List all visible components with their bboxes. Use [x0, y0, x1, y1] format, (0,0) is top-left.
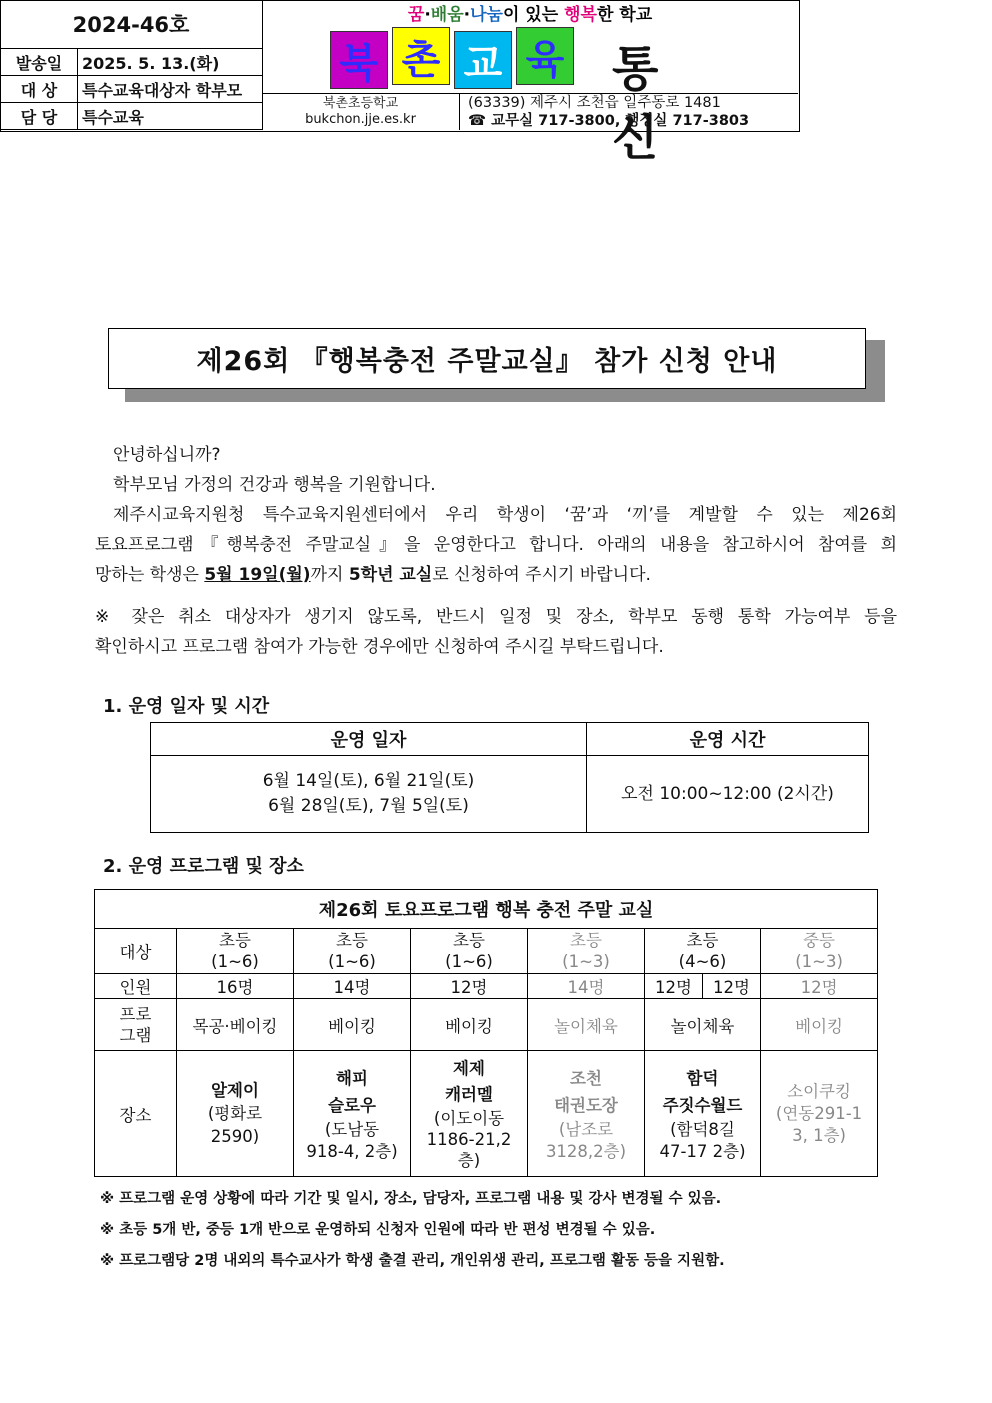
row-label-part: 프로 — [119, 1004, 152, 1024]
slogan-part: 배움 — [430, 5, 464, 25]
slogan-part: 한 학교 — [596, 5, 653, 25]
body-line-deadline — [95, 560, 897, 590]
place-name: 알제이 — [211, 1081, 259, 1100]
slogan-part: · — [463, 5, 471, 25]
page-title: 제26회 『행복충전 주말교실』 참가 신청 안내 — [108, 328, 866, 389]
school-info — [262, 93, 460, 130]
section-heading: 1. 운영 일자 및 시간 — [103, 696, 270, 717]
slogan-part: 이 있는 — [502, 5, 565, 25]
place-cell — [645, 1051, 761, 1177]
program-table-title: 제26회 토요프로그램 행복 충전 주말 교실 — [95, 890, 878, 929]
body-text: 망하는 학생은 — [95, 565, 205, 585]
notice-line: 확인하시고 프로그램 참여가 가능한 경우에만 신청하여 주시길 부탁드립니다. — [95, 637, 664, 657]
meta-key-date: 발송일 — [1, 49, 78, 76]
place-name: 해피 — [336, 1068, 368, 1088]
slogan-part: · — [424, 5, 431, 25]
body-line: 토요프로그램『행복충전 주말교실』을 운영한다고 합니다. 아래의 내용을 참고하시어 참여를 희 — [95, 535, 897, 555]
place-name: 제제 — [453, 1059, 485, 1078]
logo-char: 촌 — [392, 27, 450, 85]
target-level: 초등 — [570, 931, 602, 950]
program-cell: 베이킹 — [294, 999, 411, 1051]
intro-text — [95, 440, 897, 590]
target-cell — [761, 929, 878, 974]
target-grades: (1~6) — [211, 952, 259, 971]
school-phone: ☎ 교무실 717-3800, 행정실 717-3803 — [468, 113, 750, 129]
row-label: 장소 — [95, 1051, 177, 1177]
program-notes — [100, 1184, 900, 1277]
place-address: (함덕8길 — [670, 1119, 735, 1139]
schedule-time: 오전 10:00~12:00 (2시간) — [587, 756, 869, 833]
place-address: 1186-21,2 — [426, 1130, 512, 1149]
place-cell — [528, 1051, 645, 1177]
place-name: 함덕 — [686, 1068, 719, 1088]
meta-key-owner: 담 당 — [1, 103, 78, 130]
target-grades: (4~6) — [678, 952, 727, 971]
program-cell: 베이킹 — [411, 999, 528, 1051]
place-address: 918-4, 2층) — [306, 1141, 398, 1161]
slogan-part: 꿈 — [407, 5, 425, 25]
place-address: (남조로 — [558, 1119, 614, 1139]
school-name: 북촌초등학교 — [322, 96, 399, 111]
place-name: 슬로우 — [328, 1095, 376, 1115]
meta-value-date: 2025. 5. 13.(화) — [78, 49, 263, 76]
greeting-line: 안녕하십니까? — [113, 445, 221, 465]
notice-text — [95, 602, 897, 662]
col-header-date: 운영 일자 — [151, 723, 587, 756]
count-cell: 14명 — [528, 974, 645, 999]
program-cell: 놀이체육 — [528, 999, 645, 1051]
logo-char: 교 — [454, 31, 512, 89]
place-name: 소이쿠킹 — [787, 1081, 851, 1101]
note-line: ※ 프로그램당 2명 내외의 특수교사가 학생 출결 관리, 개인위생 관리, 프로그램 활동 등을 지원함. — [100, 1253, 725, 1269]
target-grades: (1~6) — [328, 952, 376, 971]
greeting-line: 학부모님 가정의 건강과 행복을 기원합니다. — [113, 475, 436, 495]
target-level: 초등 — [336, 931, 368, 950]
program-table — [94, 889, 878, 1177]
meta-table — [0, 48, 263, 130]
deadline-date: 5월 19일(월) — [204, 565, 311, 585]
slogan-part: 행복 — [564, 5, 597, 25]
count-cell: 14명 — [294, 974, 411, 999]
issue-number: 2024-46호 — [0, 0, 263, 49]
body-line: 제주시교육지원청 특수교육지원센터에서 우리 학생이 ‘꿈’과 ‘끼’를 계발할 수 있는 제26회 — [113, 505, 897, 525]
body-text: 로 신청하여 주시기 바랍니다. — [432, 565, 651, 585]
place-name: 주짓수월드 — [662, 1095, 743, 1115]
meta-key-target: 대 상 — [1, 76, 78, 103]
target-level: 중등 — [803, 931, 835, 950]
note-line: ※ 프로그램 운영 상황에 따라 기간 및 일시, 장소, 담당자, 프로그램 내용 및 강사 변경될 수 있음. — [100, 1191, 722, 1207]
place-name: 태권도장 — [554, 1095, 618, 1115]
schedule-dates — [151, 756, 587, 833]
place-address: 2590) — [210, 1127, 260, 1146]
place-cell — [761, 1051, 878, 1177]
target-level: 초등 — [453, 931, 485, 950]
program-cell: 베이킹 — [761, 999, 878, 1051]
slogan-part: 나눔 — [470, 5, 503, 25]
submit-place: 5학년 교실 — [348, 565, 433, 585]
meta-value-owner: 특수교육 — [78, 103, 263, 130]
note-line: ※ 초등 5개 반, 중등 1개 반으로 운영하되 신청자 인원에 따라 반 편성 변경될 수 있음. — [100, 1222, 656, 1238]
place-cell — [177, 1051, 294, 1177]
target-cell — [528, 929, 645, 974]
target-grades: (1~3) — [795, 952, 843, 971]
count-cell: 12명 — [411, 974, 528, 999]
target-level: 초등 — [219, 931, 251, 950]
schedule-table — [150, 722, 869, 833]
place-address: (연동291-1 — [775, 1103, 863, 1123]
place-address: 47-17 2층) — [659, 1141, 746, 1161]
logo-char: 북 — [330, 31, 388, 89]
place-address: (평화로 — [207, 1104, 263, 1123]
target-level: 초등 — [686, 931, 719, 950]
notice-line: ※ 잦은 취소 대상자가 생기지 않도록, 반드시 일정 및 장소, 학부모 동행 통학 가능여부 등을 — [95, 607, 897, 627]
count-cell: 12명 — [703, 974, 761, 999]
school-contact — [460, 93, 798, 130]
target-grades: (1~6) — [445, 952, 493, 971]
place-address: (도남동 — [324, 1119, 380, 1139]
row-label: 인원 — [95, 974, 177, 999]
dates-line: 6월 14일(토), 6월 21일(토) — [262, 771, 475, 791]
target-grades: (1~3) — [562, 952, 610, 971]
place-address: 3128,2층) — [545, 1141, 627, 1161]
place-address: 3, 1층) — [792, 1125, 846, 1145]
count-cell: 16명 — [177, 974, 294, 999]
newsletter-header — [0, 0, 800, 166]
row-label — [95, 999, 177, 1051]
target-cell — [645, 929, 761, 974]
place-cell — [294, 1051, 411, 1177]
place-address: 층) — [457, 1151, 481, 1170]
school-slogan — [262, 0, 798, 24]
row-label: 대상 — [95, 929, 177, 974]
target-cell — [411, 929, 528, 974]
place-name: 조천 — [570, 1068, 602, 1088]
place-cell — [411, 1051, 528, 1177]
logo-char: 육 — [516, 27, 574, 85]
count-cell: 12명 — [645, 974, 703, 999]
logo-suffix: 통신 — [612, 41, 665, 166]
meta-value-target: 특수교육대상자 학부모 — [78, 76, 263, 103]
target-cell — [177, 929, 294, 974]
row-label-part: 그램 — [119, 1025, 152, 1045]
school-url: bukchon.jje.es.kr — [305, 112, 416, 127]
program-cell: 놀이체육 — [645, 999, 761, 1051]
count-cell: 12명 — [761, 974, 878, 999]
place-address: (이도이동 — [433, 1109, 505, 1128]
dates-line: 6월 28일(토), 7월 5일(토) — [268, 796, 469, 816]
program-cell: 목공·베이킹 — [177, 999, 294, 1051]
school-address: (63339) 제주시 조천읍 일주동로 1481 — [468, 95, 721, 111]
place-name: 캐러멜 — [445, 1085, 493, 1104]
target-cell — [294, 929, 411, 974]
col-header-time: 운영 시간 — [587, 723, 869, 756]
body-text: 까지 — [310, 565, 349, 585]
section-heading: 2. 운영 프로그램 및 장소 — [103, 856, 304, 877]
